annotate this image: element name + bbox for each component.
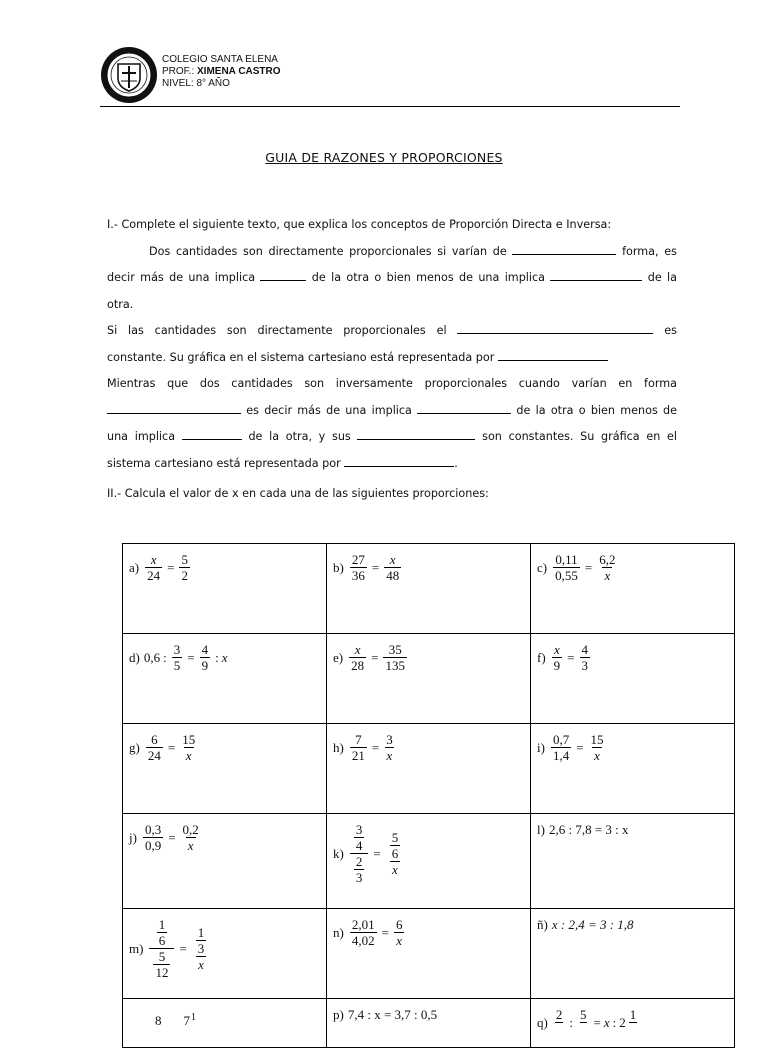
denominator [555, 1022, 562, 1038]
text-line-5 [107, 345, 677, 372]
equals-sign: = [179, 940, 187, 956]
numerator: 35 [388, 642, 402, 657]
equals-sign: = [371, 649, 379, 665]
text-fragment: es [664, 324, 677, 337]
problem-g [123, 724, 327, 814]
problem-label: p) [333, 1007, 344, 1022]
denominator: 9 [553, 658, 561, 673]
problem-o [123, 999, 327, 1048]
fraction [553, 552, 580, 583]
text-fragment: Dos cantidades son directamente proporcionales si varían de [149, 244, 507, 258]
text-fragment: de la otra o bien menos de [516, 403, 678, 417]
numerator: 3 [173, 642, 181, 657]
page-title: GUIA DE RAZONES Y PROPORCIONES [265, 150, 503, 165]
denominator: x [396, 933, 403, 948]
denominator: x [187, 838, 194, 853]
denominator [580, 1022, 587, 1038]
numerator: 5 [579, 1007, 587, 1022]
text-fragment: forma, es [622, 244, 677, 258]
mixed-fraction-numerator: 1 [191, 1011, 196, 1023]
equation-text: x : 2,4 = 3 : 1,8 [551, 917, 634, 932]
numerator: 2 [355, 854, 363, 869]
numerator: 0,11 [555, 552, 578, 567]
denominator: 21 [351, 748, 365, 763]
problem-h [327, 724, 531, 814]
numerator: x [389, 552, 396, 567]
denominator: 3 [581, 658, 589, 673]
fraction [384, 732, 395, 763]
text-fragment: decir más de una implica [107, 271, 256, 284]
numerator: 27 [351, 552, 365, 567]
denominator: x [386, 748, 393, 763]
text-fragment: sistema cartesiano está representada por [107, 456, 341, 470]
equals-sign: = [371, 739, 380, 755]
school-name: COLEGIO SANTA ELENA [162, 54, 278, 65]
fill-blank-9[interactable] [357, 427, 475, 440]
equation-text: 2,6 : 7,8 = 3 : x [548, 822, 629, 837]
numerator: x [554, 642, 560, 657]
complex-fraction [192, 925, 211, 972]
equals-sign: = [373, 845, 381, 861]
numerator: 2 [555, 1007, 563, 1022]
problem-label: d) [129, 649, 140, 665]
problem-b [327, 544, 531, 634]
problem-l [531, 814, 735, 909]
denominator: 0,9 [144, 838, 162, 853]
fraction [200, 642, 211, 673]
fraction [628, 1007, 639, 1038]
problem-a [123, 544, 327, 634]
numerator: 2,01 [351, 917, 375, 932]
fraction [350, 732, 367, 763]
fraction [146, 732, 163, 763]
school-info [162, 54, 281, 90]
school-crest-icon [100, 46, 158, 104]
fraction [394, 917, 405, 948]
numerator: 15 [182, 732, 196, 747]
text-fragment: de la otra o bien menos de una implica [311, 271, 546, 284]
denominator: 6 [391, 846, 399, 861]
problem-n [327, 909, 531, 999]
numerator: 0,2 [182, 822, 199, 837]
numerator: 3 [386, 732, 393, 747]
denominator: 24 [147, 748, 161, 763]
complex-fraction [149, 917, 174, 980]
problem-q [531, 999, 735, 1048]
text-fragment: de la otra, y sus [248, 430, 351, 443]
denominator: 48 [386, 568, 400, 583]
problem-label: n) [333, 924, 344, 940]
numerator: 1 [197, 925, 205, 940]
fraction [580, 642, 591, 673]
colon-sign: : [569, 1014, 573, 1030]
fill-blank-5[interactable] [498, 348, 608, 361]
level-line: NIVEL: 8° AÑO [162, 78, 230, 89]
denominator [629, 1022, 636, 1038]
equals-sign: = [576, 739, 584, 755]
equals-sign: = [167, 739, 176, 755]
problem-label: j) [129, 829, 137, 845]
problem-k [327, 814, 531, 909]
equals-sign: = [168, 829, 176, 845]
section1-heading: I.- Complete el siguiente texto, que explica los conceptos de Proporción Directa e Inversa: [107, 218, 612, 231]
numerator: 6 [151, 732, 158, 747]
problem-label: k) [333, 845, 344, 861]
fill-blank-10[interactable] [344, 454, 454, 467]
denominator: 12 [155, 965, 169, 980]
numerator: 5 [181, 552, 188, 567]
problem-label: f) [537, 649, 546, 665]
equation-text: 7,4 : x = 3,7 : 0,5 [347, 1007, 438, 1022]
problem-label: c) [537, 559, 548, 575]
fraction [145, 552, 162, 583]
equals-sign: = [381, 924, 389, 940]
fraction [554, 1007, 565, 1038]
colon-sign: : [612, 1014, 617, 1030]
number: 7 [183, 1013, 190, 1028]
fraction [180, 732, 197, 763]
text-line-2 [107, 265, 677, 292]
fill-blank-1[interactable] [512, 242, 616, 255]
text-line-4 [107, 318, 677, 345]
fraction [349, 642, 366, 673]
numerator: 6 [395, 917, 403, 932]
text-line-7 [107, 398, 677, 425]
equals-sign: = [371, 559, 380, 575]
numerator: 3 [355, 822, 363, 837]
denominator [149, 948, 174, 980]
equals-sign: = [167, 559, 175, 575]
problem-f [531, 634, 735, 724]
denominator: x [185, 748, 192, 763]
problem-label: b) [333, 559, 344, 575]
denominator: 1,4 [552, 748, 570, 763]
fill-blank-2[interactable] [260, 268, 306, 281]
problem-label: a) [129, 559, 140, 575]
numerator: 7 [355, 732, 362, 747]
numerator [386, 830, 405, 861]
text-fragment: Si las cantidades son directamente proporcionales el [107, 324, 447, 337]
text-fragment: constante. Su gráfica en el sistema cartesiano está representada por [107, 350, 495, 364]
page-header [100, 46, 680, 108]
problem-p [327, 999, 531, 1048]
section2-heading: II.- Calcula el valor de x en cada una de las siguientes proporciones: [107, 487, 489, 500]
fraction [196, 925, 207, 956]
numerator: 5 [391, 830, 399, 845]
fraction [589, 732, 606, 763]
problem-label: ñ) [537, 917, 548, 932]
fraction [384, 552, 401, 583]
denominator: 4 [355, 838, 363, 853]
prof-label: PROF.: [162, 66, 195, 77]
fill-blank-6[interactable] [107, 401, 241, 414]
fraction [172, 642, 183, 673]
teacher-line [162, 66, 281, 78]
denominator: 36 [351, 568, 365, 583]
problem-label: g) [129, 739, 140, 755]
denominator: x [392, 862, 398, 877]
variable: x [603, 1014, 610, 1030]
header-divider [100, 106, 680, 107]
number: 2 [619, 1014, 626, 1030]
problem-label: m) [129, 940, 144, 956]
problem-label: l) [537, 822, 545, 837]
text-fragment: es decir más de una implica [246, 403, 412, 417]
fraction [350, 917, 377, 948]
number: 0,6 [143, 649, 161, 665]
colon-sign: : [215, 649, 219, 665]
problem-m [123, 909, 327, 999]
denominator: 0,55 [555, 568, 578, 583]
numerator: 6,2 [599, 552, 616, 567]
fill-blank-8[interactable] [182, 427, 242, 440]
prof-name: XIMENA CASTRO [197, 66, 281, 77]
fraction [578, 1007, 589, 1038]
problem-i [531, 724, 735, 814]
colon-sign: : [163, 649, 167, 665]
numerator [153, 917, 172, 948]
denominator: 3 [355, 870, 363, 885]
numerator: x [354, 642, 361, 657]
denominator: 9 [201, 658, 209, 673]
denominator [350, 853, 369, 885]
denominator: 4,02 [351, 933, 375, 948]
fraction [597, 552, 617, 583]
fill-blank-4[interactable] [457, 321, 653, 334]
problem-j [123, 814, 327, 909]
proportions-table [122, 543, 735, 1048]
fraction [354, 854, 365, 885]
complex-fraction [350, 822, 369, 885]
problem-label: h) [333, 739, 344, 755]
text-line-1 [107, 239, 677, 266]
text-fragment: de la [647, 271, 678, 284]
problem-label: i) [537, 739, 545, 755]
equals-sign: = [593, 1014, 601, 1030]
denominator: 28 [351, 658, 365, 673]
problem-label: e) [333, 649, 344, 665]
fraction [153, 949, 170, 980]
problem-nn [531, 909, 735, 999]
numerator [192, 925, 211, 956]
equals-sign: = [567, 649, 575, 665]
number: 8 [155, 1013, 162, 1028]
complex-fraction [386, 830, 405, 877]
problem-c [531, 544, 735, 634]
denominator: 24 [147, 568, 161, 583]
section-1 [107, 212, 677, 508]
fill-blank-7[interactable] [417, 401, 511, 414]
numerator: x [150, 552, 157, 567]
equals-sign: = [584, 559, 593, 575]
problem-e [327, 634, 531, 724]
numerator: 1 [629, 1007, 637, 1022]
fraction [390, 830, 401, 861]
variable: x [221, 649, 228, 665]
numerator: 0,7 [552, 732, 570, 747]
text-fragment: son constantes. Su gráfica en el [482, 430, 677, 443]
fraction [179, 552, 190, 583]
problem-label: q) [537, 1014, 548, 1030]
denominator: 6 [158, 933, 166, 948]
problem-d [123, 634, 327, 724]
numerator: 1 [158, 917, 166, 932]
fraction [354, 822, 365, 853]
denominator: 5 [173, 658, 181, 673]
text-line-6: Mientras que dos cantidades son inversamente proporcionales cuando varían en forma [107, 377, 677, 390]
denominator: 2 [181, 568, 188, 583]
fraction [350, 552, 367, 583]
equals-sign: = [187, 649, 195, 665]
fraction [551, 732, 571, 763]
text-line-8 [107, 424, 677, 451]
numerator [350, 822, 369, 853]
fraction [157, 917, 168, 948]
fraction [143, 822, 163, 853]
text-line-3: otra. [107, 297, 134, 311]
text-line-9: sistema cartesiano está representada por . [107, 451, 677, 478]
numerator: 15 [590, 732, 604, 747]
denominator: x [604, 568, 611, 583]
fraction [181, 822, 201, 853]
denominator: x [198, 957, 204, 972]
numerator: 5 [158, 949, 166, 964]
denominator: 3 [197, 941, 205, 956]
fraction [383, 642, 407, 673]
denominator: x [594, 748, 600, 763]
denominator: 135 [385, 658, 405, 673]
text-fragment: una implica [107, 430, 176, 443]
numerator: 4 [581, 642, 589, 657]
numerator: 0,3 [144, 822, 162, 837]
fill-blank-3[interactable] [550, 268, 642, 281]
fraction [552, 642, 563, 673]
numerator: 4 [201, 642, 209, 657]
